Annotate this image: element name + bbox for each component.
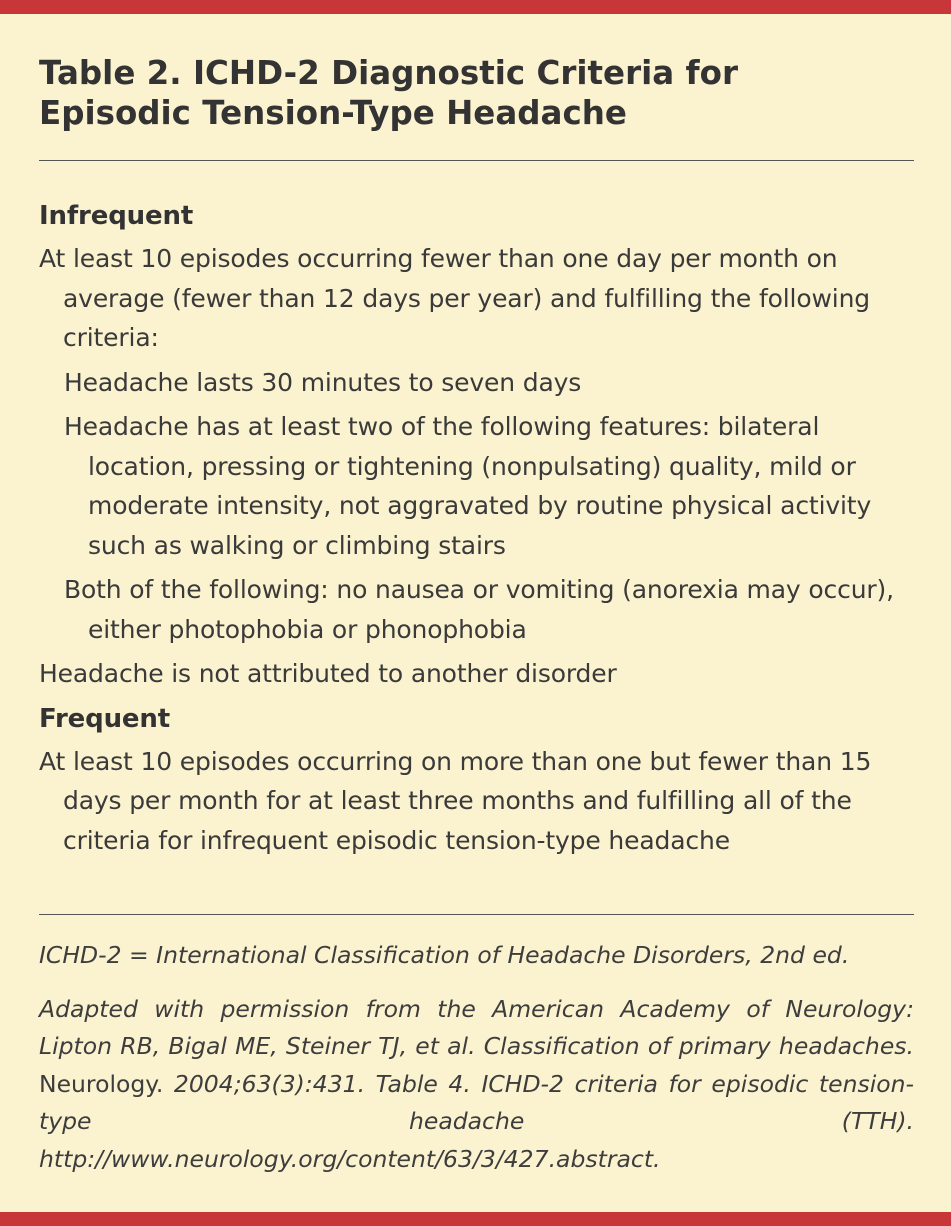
abbreviation-note: ICHD-2 = International Classification of Headache Disorders, 2nd ed. [39, 941, 850, 969]
top-accent-bar [0, 0, 951, 14]
infrequent-heading: Infrequent [39, 201, 194, 231]
footnote-divider [39, 914, 914, 915]
table-title-line-2: Episodic Tension-Type Headache [39, 94, 627, 132]
bottom-accent-bar [0, 1212, 951, 1226]
source-citation-part-2: 2004;63(3):431. Table 4. ICHD-2 criteria for episodic tension-type headache (TTH). http://www.neurology.org/content/63/3/427.abstract. [39, 1069, 915, 1173]
table-footnotes [39, 937, 914, 1178]
source-citation [39, 991, 914, 1179]
title-divider [39, 160, 914, 161]
table-title-line-1: Table 2. ICHD-2 Diagnostic Criteria for [39, 54, 738, 92]
infrequent-sub-criterion-3: Both of the following: no nausea or vomiting (anorexia may occur), either photophobia or phonophobia [64, 575, 894, 644]
infrequent-final-criterion: Headache is not attributed to another disorder [39, 659, 617, 688]
frequent-heading: Frequent [39, 703, 171, 734]
frequent-main-criterion: At least 10 episodes occurring on more than one but fewer than 15 days per month for at least three months and fulfilling all of the criteria for infrequent episodic tension-type headache [39, 746, 872, 855]
criteria-body [39, 196, 919, 865]
infrequent-sub-criterion-1: Headache lasts 30 minutes to seven days [64, 367, 582, 397]
source-citation-part-1: Adapted with permission from the American Academy of Neurology: Lipton RB, Bigal ME, Steiner TJ, et al. Classification of primary headaches. [39, 994, 914, 1060]
infrequent-sub-criterion-2: Headache has at least two of the following features: bilateral location, pressing or tightening (nonpulsating) quality, mild or moderate intensity, not aggravated by routine physical activity such as walking or climbing stairs [64, 412, 872, 560]
table-title [39, 53, 919, 133]
infrequent-main-criterion: At least 10 episodes occurring fewer than one day per month on average (fewer than 12 days per year) and fulfilling the following criteria: [39, 244, 870, 352]
journal-name: Neurology. [39, 1069, 174, 1098]
